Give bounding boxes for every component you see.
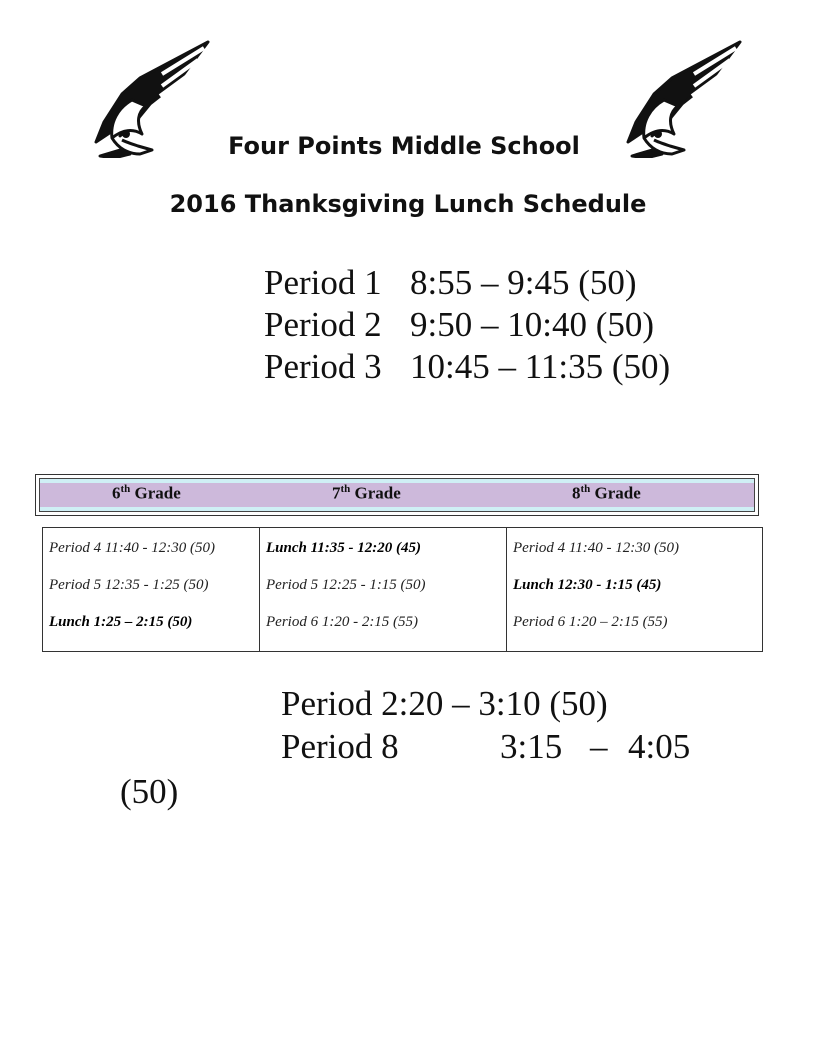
period-row xyxy=(264,304,670,346)
period-row xyxy=(264,262,670,304)
period-time: 8:55 – 9:45 (50) xyxy=(410,263,637,302)
grade-6-heading: 6th Grade xyxy=(112,483,181,503)
period-time: 9:50 – 10:40 (50) xyxy=(410,305,655,344)
schedule-title: 2016 Thanksgiving Lunch Schedule xyxy=(169,190,647,218)
period-time: 10:45 – 11:35 (50) xyxy=(410,347,671,386)
afternoon-period-8-end: 4:05 xyxy=(628,727,691,766)
lunch-entry: Lunch 12:30 - 1:15 (45) xyxy=(513,577,662,593)
period-label: Period 3 xyxy=(264,347,382,386)
schedule-entry: Period 6 1:20 - 2:15 (55) xyxy=(266,614,419,630)
schedule-entry: Period 5 12:35 - 1:25 (50) xyxy=(49,577,209,593)
school-name: Four Points Middle School xyxy=(228,132,580,160)
lunch-schedule-table xyxy=(42,527,763,652)
period-row xyxy=(264,346,670,388)
grade-6-column xyxy=(43,528,260,652)
grade-8-heading: 8th Grade xyxy=(572,483,641,503)
lunch-entry: Lunch 11:35 - 12:20 (45) xyxy=(266,540,421,556)
table-row xyxy=(43,528,763,652)
afternoon-period-7: Period 2:20 – 3:10 (50) xyxy=(281,684,608,723)
afternoon-period-8-label: Period 8 xyxy=(281,727,399,766)
lunch-entry: Lunch 1:25 – 2:15 (50) xyxy=(49,614,193,630)
schedule-entry: Period 5 12:25 - 1:15 (50) xyxy=(266,577,426,593)
morning-periods xyxy=(264,262,670,388)
grade-8-column xyxy=(507,528,763,652)
schedule-entry: Period 6 1:20 – 2:15 (55) xyxy=(513,614,668,630)
period-label: Period 2 xyxy=(264,305,382,344)
afternoon-period-8-dash: – xyxy=(590,727,608,766)
period-label: Period 1 xyxy=(264,263,382,302)
grade-header-band xyxy=(35,474,759,516)
schedule-entry: Period 4 11:40 - 12:30 (50) xyxy=(513,540,679,556)
afternoon-period-8-start: 3:15 xyxy=(500,727,563,766)
afternoon-period-8-duration: (50) xyxy=(120,772,179,811)
schedule-entry: Period 4 11:40 - 12:30 (50) xyxy=(49,540,215,556)
grade-7-heading: 7th Grade xyxy=(332,483,401,503)
grade-7-column xyxy=(260,528,507,652)
